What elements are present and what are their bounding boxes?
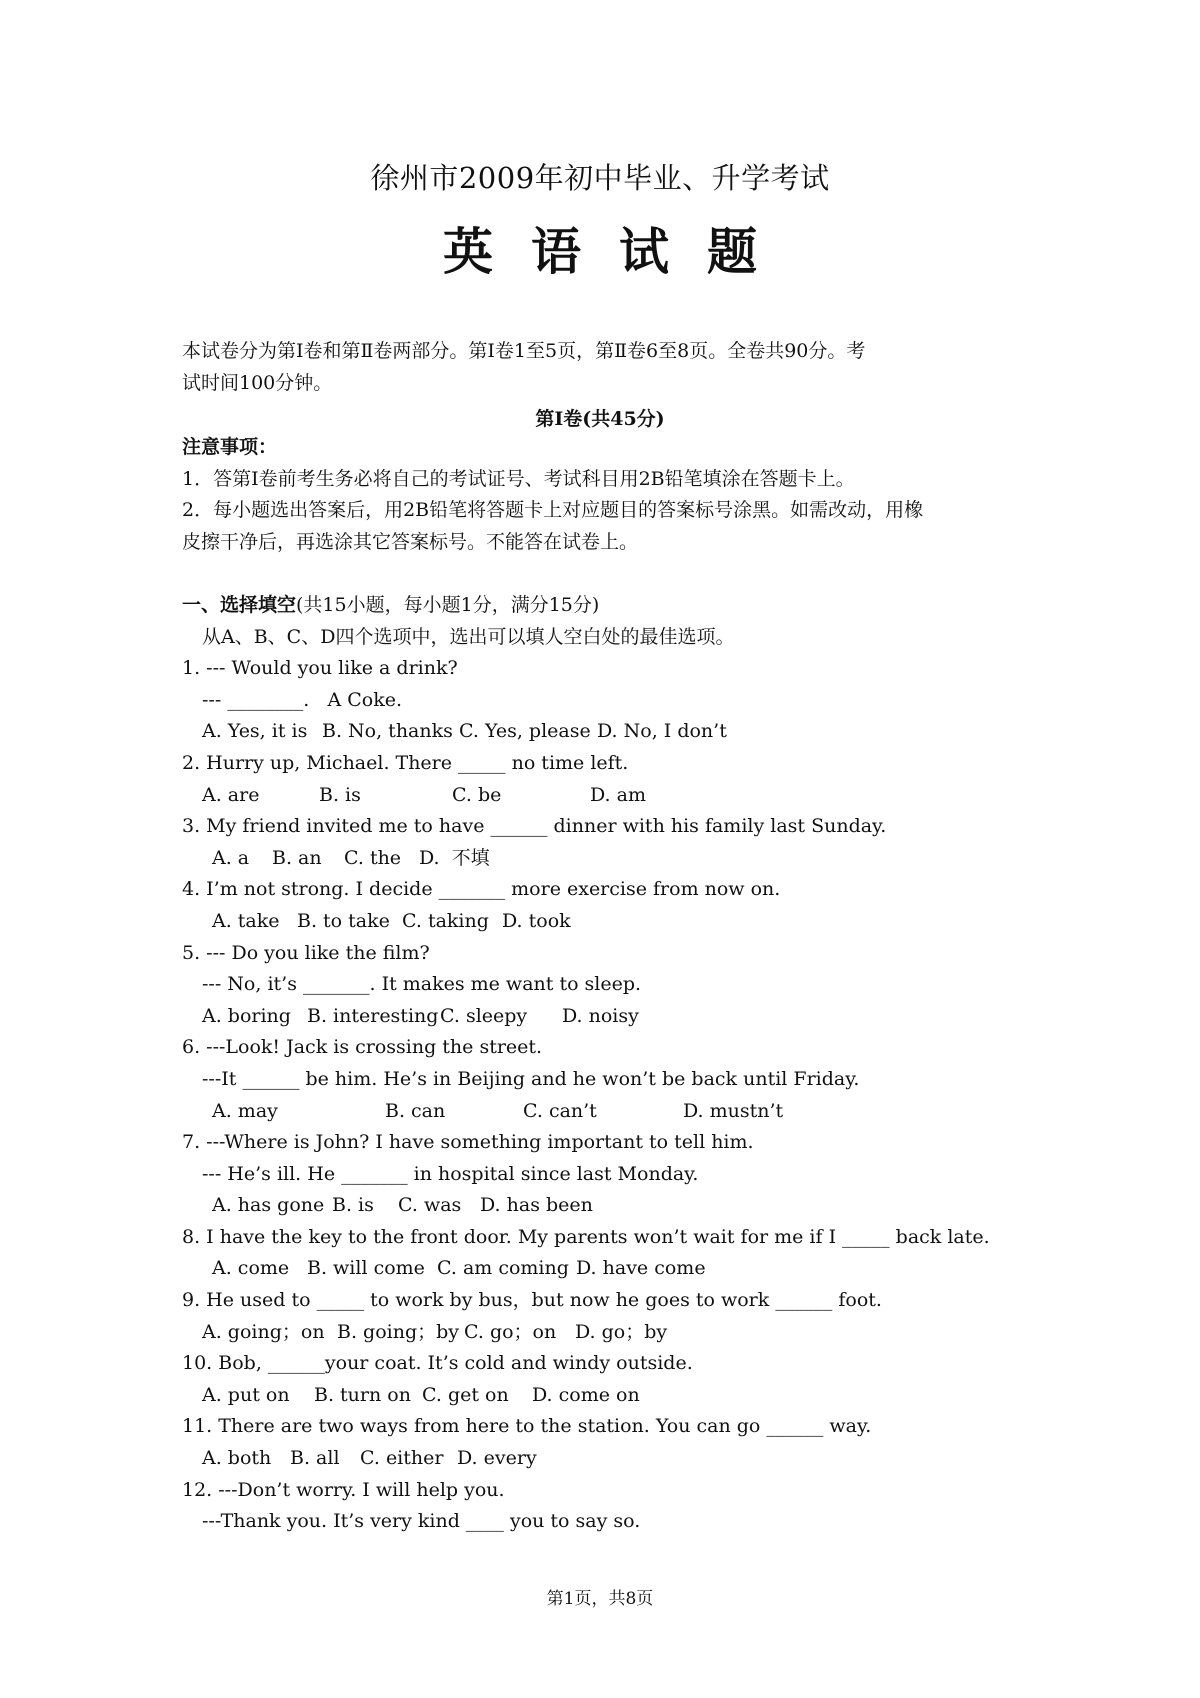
answer-option: C. taking <box>402 909 489 932</box>
answer-option: C. sleepy <box>440 1004 528 1027</box>
answer-option: B. to take <box>297 909 390 932</box>
answer-option: D. come on <box>532 1383 640 1406</box>
volume-heading: 第Ⅰ卷(共45分) <box>535 408 665 430</box>
question-item <box>182 1127 1022 1222</box>
intro-line: 本试卷分为第Ⅰ卷和第Ⅱ卷两部分。第Ⅰ卷1至5页，第Ⅱ卷6至8页。全卷共90分。考 <box>182 340 866 362</box>
option-row <box>182 906 1022 938</box>
question-item <box>182 748 1022 811</box>
section-instruction: 从A、B、C、D四个选项中，选出可以填人空白处的最佳选项。 <box>202 625 735 648</box>
question-item <box>182 1475 1022 1538</box>
question-dialogue-line: --- No, it’s _______. It makes me want to sleep. <box>202 973 642 996</box>
question-stem: 2. Hurry up, Michael. There _____ no time left. <box>182 751 629 774</box>
note-item: 皮擦干净后，再选涂其它答案标号。不能答在试卷上。 <box>182 530 639 553</box>
answer-option: D. have come <box>576 1257 706 1280</box>
intro-line: 试时间100分钟。 <box>182 371 333 394</box>
answer-option: A. a <box>212 846 250 869</box>
answer-option: C. get on <box>422 1383 509 1406</box>
notes-block <box>182 432 1022 558</box>
question-item <box>182 653 1022 748</box>
question-stem: 9. He used to _____ to work by bus，but now he goes to work ______ foot. <box>182 1289 882 1312</box>
question-dialogue-line: --- ________. A Coke. <box>202 688 402 711</box>
question-item <box>182 874 1022 937</box>
answer-option: D. am <box>590 783 646 806</box>
answer-option: A. has gone <box>212 1194 325 1217</box>
answer-option: C. the <box>344 846 402 869</box>
option-row <box>182 1190 1022 1222</box>
answer-option: D. No, I don’t <box>597 720 727 743</box>
answer-option: D. mustn’t <box>683 1099 784 1122</box>
question-dialogue-line: --- He’s ill. He _______ in hospital since last Monday. <box>202 1162 699 1185</box>
option-row <box>182 1443 1022 1475</box>
question-item <box>182 1222 1022 1285</box>
answer-option: C. be <box>452 783 502 806</box>
intro-paragraph <box>182 336 1022 399</box>
question-item <box>182 811 1022 874</box>
question-stem: 7. ---Where is John? I have something important to tell him. <box>182 1131 754 1154</box>
answer-option: A. take <box>212 909 280 932</box>
answer-option: C. can’t <box>523 1099 597 1122</box>
section-multiple-choice <box>182 590 1022 1538</box>
answer-option: B. will come <box>307 1257 425 1280</box>
question-stem: 4. I’m not strong. I decide _______ more exercise from now on. <box>182 878 781 901</box>
question-item <box>182 1285 1022 1348</box>
answer-option: D. every <box>457 1447 537 1470</box>
question-stem: 6. ---Look! Jack is crossing the street. <box>182 1036 543 1059</box>
question-item <box>182 938 1022 1033</box>
answer-option: A. boring <box>202 1004 291 1027</box>
answer-option: A. both <box>202 1447 272 1470</box>
note-item: 1．答第Ⅰ卷前考生务必将自己的考试证号、考试科目用2B铅笔填涂在答题卡上。 <box>182 467 855 490</box>
question-list <box>182 653 1022 1538</box>
question-item <box>182 1032 1022 1127</box>
answer-option: B. turn on <box>314 1383 411 1406</box>
option-row <box>182 1253 1022 1285</box>
exam-subtitle: 徐州市2009年初中毕业、升学考试 <box>370 161 830 195</box>
question-stem: 10. Bob, ______your coat. It’s cold and windy outside. <box>182 1352 693 1375</box>
page-footer: 第1页，共8页 <box>546 1589 654 1609</box>
answer-option: C. am coming <box>437 1257 569 1280</box>
option-row <box>182 716 1022 748</box>
answer-option: D. has been <box>480 1194 593 1217</box>
question-stem: 3. My friend invited me to have ______ dinner with his family last Sunday. <box>182 815 887 838</box>
question-stem: 5. --- Do you like the film? <box>182 941 430 964</box>
question-item <box>182 1411 1022 1474</box>
answer-option: D. go；by <box>575 1320 668 1343</box>
answer-option: A. Yes, it is <box>202 720 308 743</box>
answer-option: C. Yes, please <box>459 720 591 743</box>
answer-option: D. noisy <box>562 1004 639 1027</box>
answer-option: B. interesting <box>307 1004 439 1027</box>
section-title-main: 一、选择填空 <box>182 594 297 616</box>
answer-option: B. No, thanks <box>322 720 453 743</box>
question-dialogue-line: ---It ______ be him. He’s in Beijing and he won’t be back until Friday. <box>202 1067 860 1090</box>
option-row <box>182 1380 1022 1412</box>
option-row <box>182 1096 1022 1128</box>
question-stem: 11. There are two ways from here to the station. You can go ______ way. <box>182 1415 872 1438</box>
section-title <box>182 590 1022 622</box>
answer-option: A. may <box>212 1099 278 1122</box>
question-stem: 8. I have the key to the front door. My parents won’t wait for me if I _____ back late. <box>182 1225 990 1248</box>
option-row <box>182 1001 1022 1033</box>
question-dialogue-line: ---Thank you. It’s very kind ____ you to say so. <box>202 1510 641 1533</box>
option-row <box>182 780 1022 812</box>
section-title-rest: (共15小题，每小题1分，满分15分) <box>296 594 600 616</box>
answer-option: A. going；on <box>202 1320 325 1343</box>
answer-option: B. is <box>332 1194 374 1217</box>
answer-option: B. going；by <box>337 1320 460 1343</box>
question-item <box>182 1348 1022 1411</box>
option-row <box>182 843 1022 875</box>
question-stem: 1. --- Would you like a drink? <box>182 657 458 680</box>
option-row <box>182 1317 1022 1349</box>
answer-option: C. go；on <box>464 1320 557 1343</box>
answer-option: C. was <box>398 1194 462 1217</box>
answer-option: A. are <box>202 783 260 806</box>
answer-option: B. is <box>319 783 361 806</box>
answer-option: A. come <box>212 1257 290 1280</box>
answer-option: B. all <box>290 1447 340 1470</box>
exam-title: 英语试题 <box>443 222 795 281</box>
answer-option: B. an <box>272 846 322 869</box>
answer-option: D. 不填 <box>419 846 490 869</box>
answer-option: B. can <box>385 1099 446 1122</box>
question-stem: 12. ---Don’t worry. I will help you. <box>182 1478 505 1501</box>
answer-option: A. put on <box>202 1383 290 1406</box>
note-item: 2．每小题选出答案后，用2B铅笔将答题卡上对应题目的答案标号涂黑。如需改动，用橡 <box>182 499 924 522</box>
answer-option: D. took <box>502 909 571 932</box>
notes-label: 注意事项： <box>182 436 278 458</box>
answer-option: C. either <box>360 1447 444 1470</box>
